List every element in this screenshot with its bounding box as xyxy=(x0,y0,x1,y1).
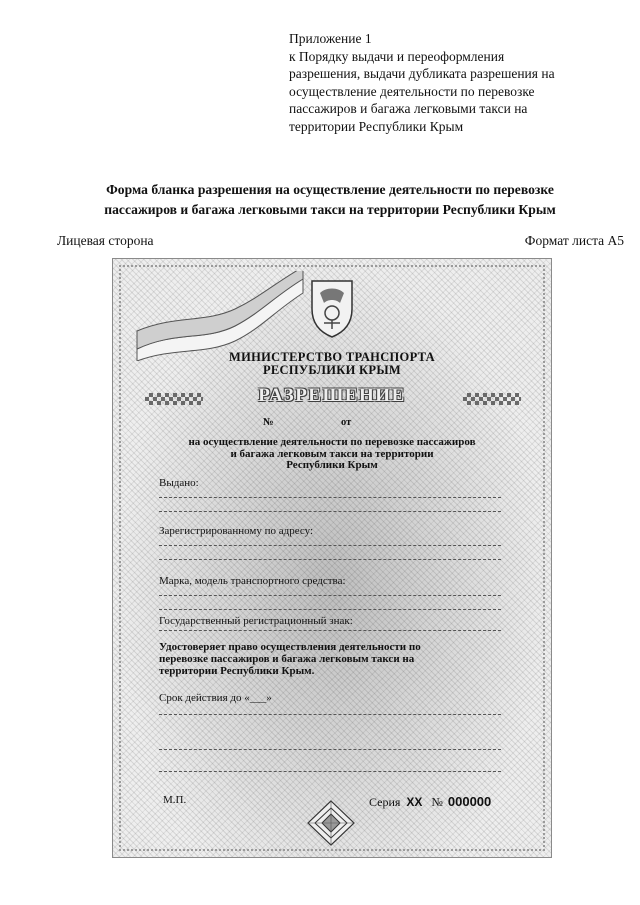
date-label: от xyxy=(341,417,352,428)
validity-label: Срок действия до «___» xyxy=(159,692,272,704)
validity-line xyxy=(159,749,501,750)
number-label: № xyxy=(263,417,274,428)
issued-to-label: Выдано: xyxy=(159,477,199,489)
appendix-note xyxy=(289,30,619,135)
appendix-line: Приложение 1 xyxy=(289,31,372,46)
serial-label: № xyxy=(431,795,443,809)
appendix-line: к Порядку выдачи и переоформления xyxy=(289,48,505,64)
appendix-line: осуществление деятельности по перевозке xyxy=(289,83,535,99)
form-title-line: пассажиров и багажа легковыми такси на территории Республики Крым xyxy=(104,202,556,217)
address-line xyxy=(159,545,501,546)
validity-line xyxy=(159,714,501,715)
appendix-line: пассажиров и багажа легковыми такси на xyxy=(289,101,528,116)
ministry-line: МИНИСТЕРСТВО ТРАНСПОРТА xyxy=(228,350,436,364)
ministry-name xyxy=(113,351,551,377)
issued-to-line xyxy=(159,497,501,498)
certify-line: территории Республики Крым. xyxy=(159,665,315,677)
validity-line xyxy=(159,771,501,772)
appendix-line: территории Республики Крым xyxy=(289,118,464,134)
plate-line xyxy=(159,630,501,631)
purpose-line: на осуществление деятельности по перевозке пассажиров xyxy=(188,436,476,448)
certify-line: Удостоверяет право осуществления деятельности по xyxy=(159,641,421,653)
permit-purpose xyxy=(113,437,551,472)
vehicle-line xyxy=(159,609,501,610)
address-line xyxy=(159,559,501,560)
coat-of-arms-icon xyxy=(308,277,356,339)
format-label: Формат листа А5 xyxy=(524,233,624,248)
vehicle-label: Марка, модель транспортного средства: xyxy=(159,575,346,587)
ministry-line: РЕСПУБЛИКИ КРЫМ xyxy=(262,363,402,377)
stamp-place-label: М.П. xyxy=(163,794,187,806)
purpose-line: Республики Крым xyxy=(286,459,378,471)
series-value: XX xyxy=(406,795,423,809)
issued-to-line xyxy=(159,511,501,512)
serial-number: 000000 xyxy=(447,794,492,809)
permit-heading: РАЗРЕШЕНИЕ xyxy=(258,385,406,406)
certify-text xyxy=(159,641,507,677)
flag-ribbon-icon xyxy=(135,271,305,361)
appendix-line: разрешения, выдачи дубликата разрешения на xyxy=(289,66,555,81)
address-label: Зарегистрированному по адресу: xyxy=(159,525,314,537)
permit-blank xyxy=(112,258,552,858)
form-title xyxy=(40,180,620,220)
security-rosette-icon xyxy=(306,799,356,847)
plate-label: Государственный регистрационный знак: xyxy=(159,615,353,627)
series-label: Серия xyxy=(369,795,401,809)
form-title-line: Форма бланка разрешения на осуществление деятельности по перевозке xyxy=(106,182,554,197)
side-label: Лицевая сторона xyxy=(57,233,154,248)
vehicle-line xyxy=(159,595,501,596)
certify-line: перевозке пассажиров и багажа легковым такси на xyxy=(159,653,415,665)
purpose-line: и багажа легковым такси на территории xyxy=(230,447,434,460)
series-block xyxy=(369,794,491,810)
